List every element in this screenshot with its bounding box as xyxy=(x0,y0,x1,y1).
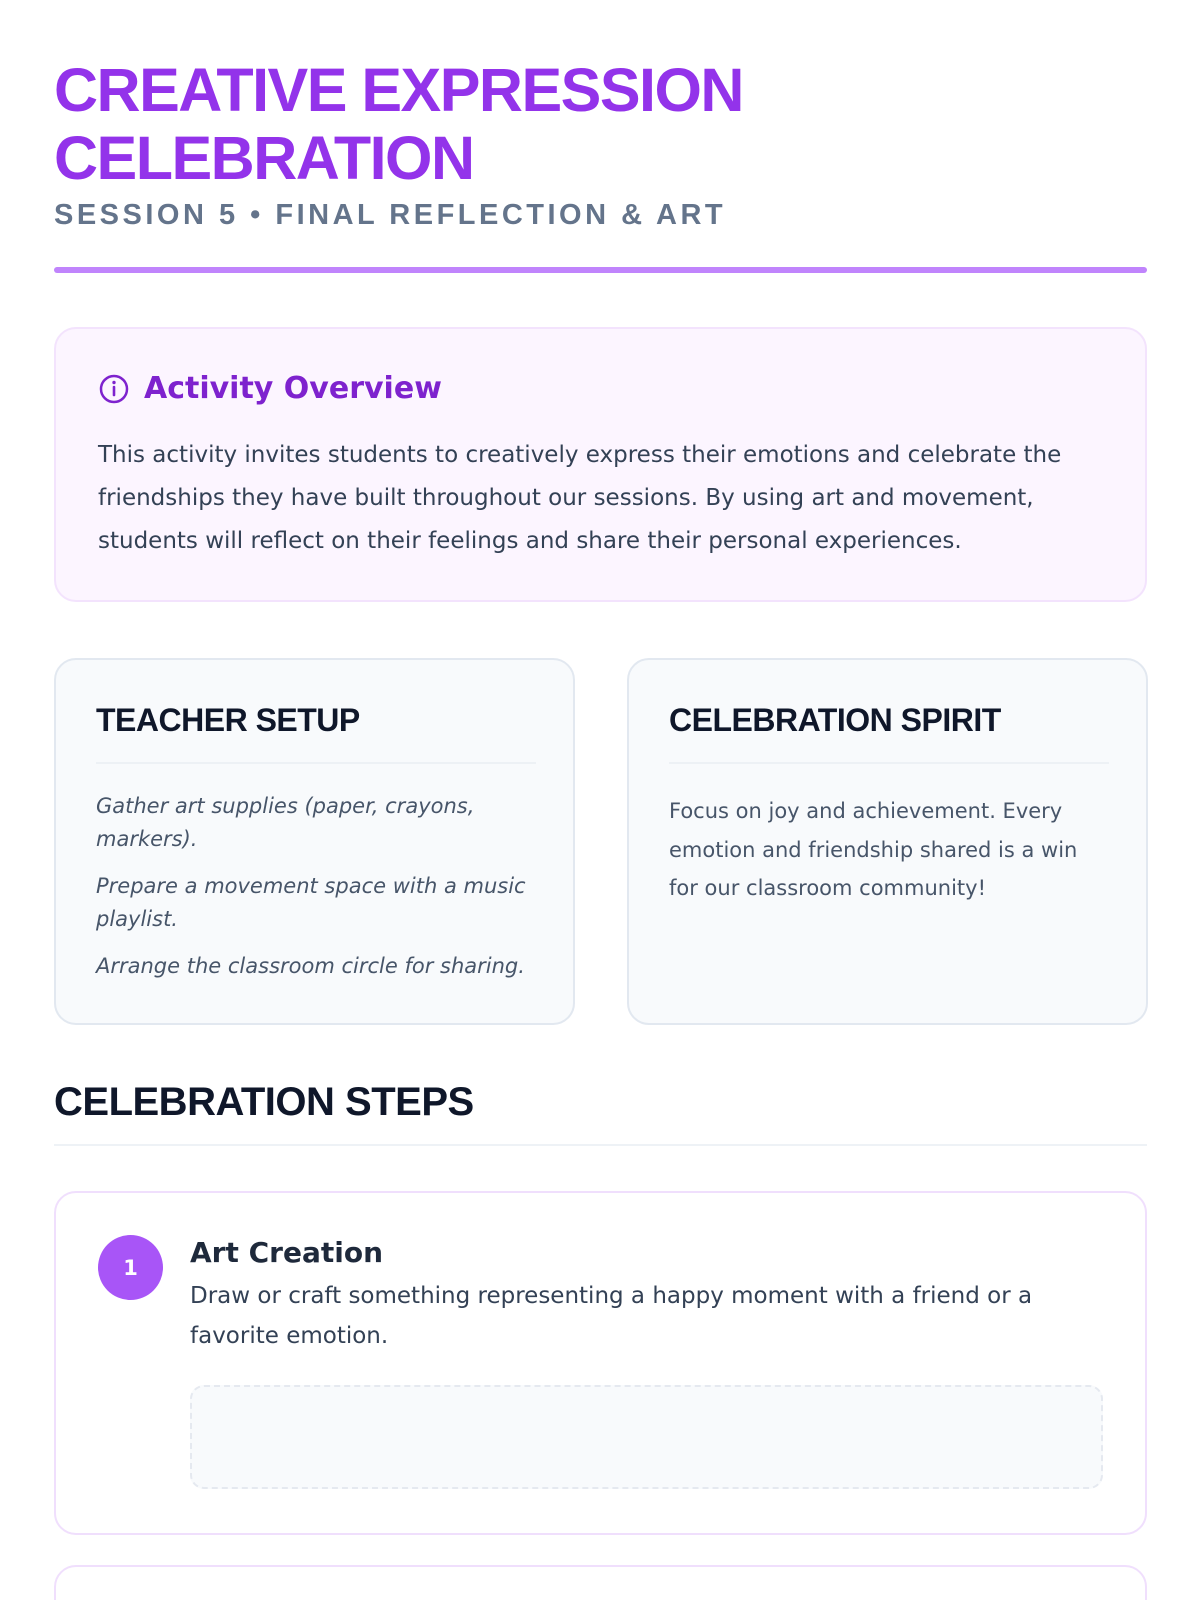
page-subtitle: SESSION 5 • FINAL REFLECTION & ART xyxy=(54,199,727,231)
celebration-spirit-text: Focus on joy and achievement. Every emotion and friendship shared is a win for our classroom community! xyxy=(669,799,1078,900)
page-title-line-1: CREATIVE EXPRESSION xyxy=(54,56,743,124)
step-response-area[interactable] xyxy=(190,1385,1103,1489)
step-card xyxy=(54,1191,1147,1535)
activity-overview-panel xyxy=(54,327,1147,602)
celebration-spirit-divider xyxy=(669,762,1109,764)
step-card-next xyxy=(54,1565,1147,1600)
teacher-setup-list xyxy=(96,790,536,997)
step-title: Art Creation xyxy=(190,1236,384,1269)
setup-item: Gather art supplies (paper, crayons, markers). xyxy=(96,794,475,851)
teacher-setup-divider xyxy=(96,762,536,764)
setup-item: Prepare a movement space with a music playlist. xyxy=(96,874,526,931)
celebration-spirit-heading: CELEBRATION SPIRIT xyxy=(669,702,1001,738)
page-title xyxy=(54,56,1054,192)
step-number-badge: 1 xyxy=(98,1235,163,1300)
info-icon xyxy=(98,373,130,405)
activity-overview-header xyxy=(98,371,442,406)
activity-overview-heading: Activity Overview xyxy=(144,371,442,406)
teacher-setup-card xyxy=(54,658,575,1025)
step-description: Draw or craft something representing a happy moment with a friend or a favorite emotion. xyxy=(190,1283,1033,1349)
header-divider xyxy=(54,267,1147,273)
celebration-steps-heading: CELEBRATION STEPS xyxy=(54,1080,474,1124)
teacher-setup-heading: TEACHER SETUP xyxy=(96,702,360,738)
setup-item: Arrange the classroom circle for sharing. xyxy=(96,954,525,978)
activity-overview-text: This activity invites students to creatively express their emotions and celebrate the friendships they have built throughout our sessions. By using art and movement, students will reflect on their feelings and share their personal experiences. xyxy=(98,442,1062,554)
celebration-spirit-card xyxy=(627,658,1148,1025)
page-title-line-2: CELEBRATION xyxy=(54,124,474,192)
celebration-steps-divider xyxy=(54,1144,1147,1146)
